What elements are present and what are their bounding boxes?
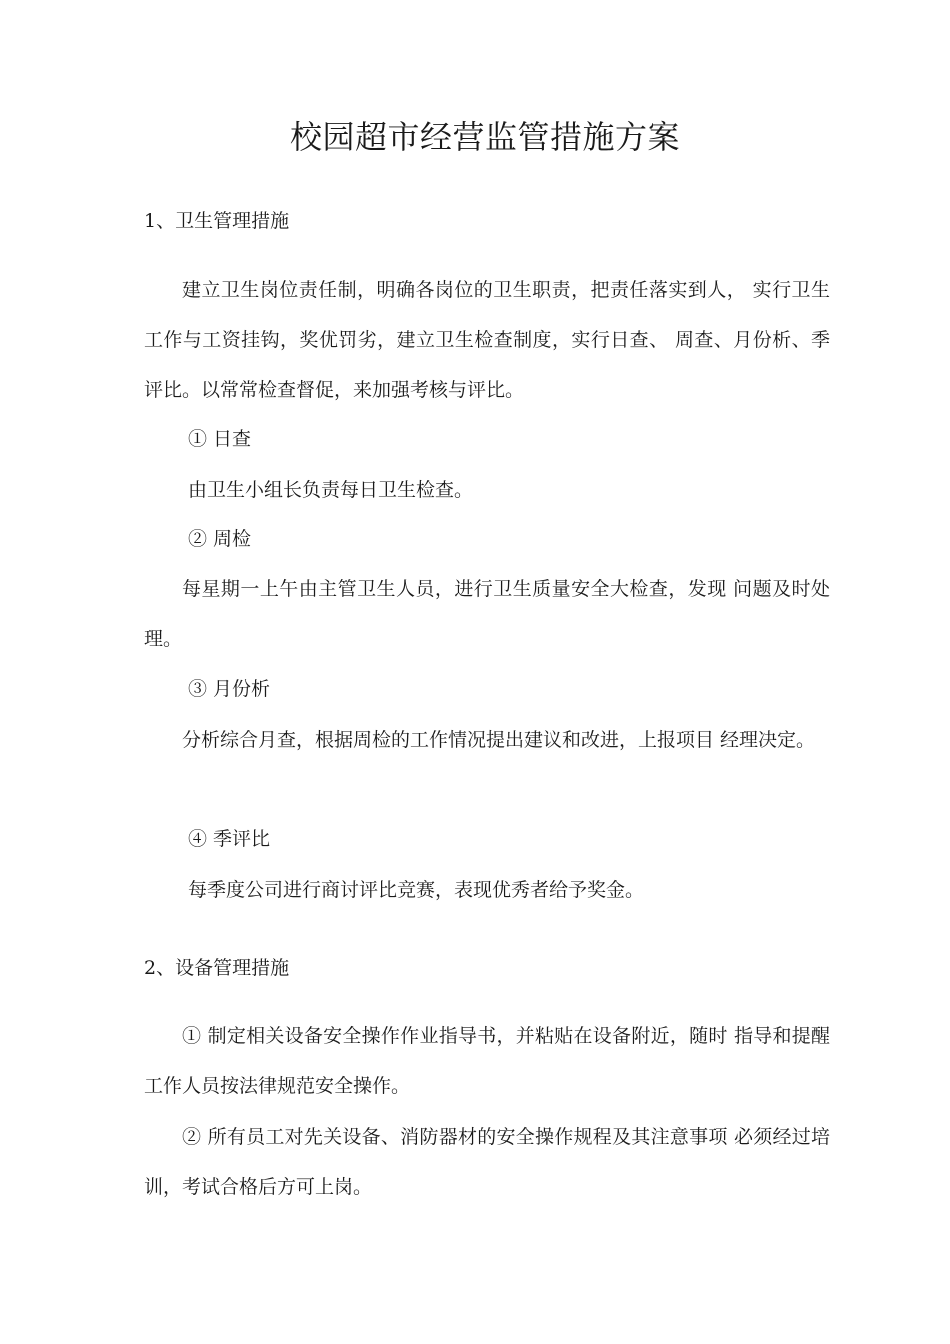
page-title: 校园超市经营监管措施方案 [289,118,680,156]
item-text-daily-check: 由卫生小组长负责每日卫生检查。 [188,479,474,501]
item-text-weekly-inspection: 每星期一上午由主管卫生人员，进行卫生质量安全大检查，发现 问题及时处理。 [144,578,830,650]
item-label-quarterly-review: ④ 季评比 [188,828,271,850]
item-label-weekly-inspection: ② 周检 [188,528,252,550]
item-label-daily-check: ① 日查 [188,428,252,450]
equipment-item-1: ① 制定相关设备安全操作作业指导书，并粘贴在设备附近，随时 指导和提醒工作人员按法律规范安全操作。 [144,1025,830,1097]
hygiene-intro-paragraph: 建立卫生岗位责任制，明确各岗位的卫生职责，把责任落实到人， 实行卫生工作与工资挂钩，奖优罚劣，建立卫生检查制度，实行日查、 周查、月份析、季评比。以常常检查督促，来加强考核与评比。 [144,279,830,401]
item-text-monthly-analysis: 分析综合月查，根据周检的工作情况提出建议和改进，上报项目 经理决定。 [182,729,816,751]
item-label-monthly-analysis: ③ 月份析 [188,678,271,700]
item-text-quarterly-review: 每季度公司进行商讨评比竞赛，表现优秀者给予奖金。 [188,879,645,901]
section-heading-hygiene: 1、卫生管理措施 [144,210,290,232]
section-heading-equipment: 2、设备管理措施 [144,957,290,979]
equipment-item-2: ② 所有员工对先关设备、消防器材的安全操作规程及其注意事项 必须经过培训，考试合格后方可上岗。 [144,1126,830,1198]
